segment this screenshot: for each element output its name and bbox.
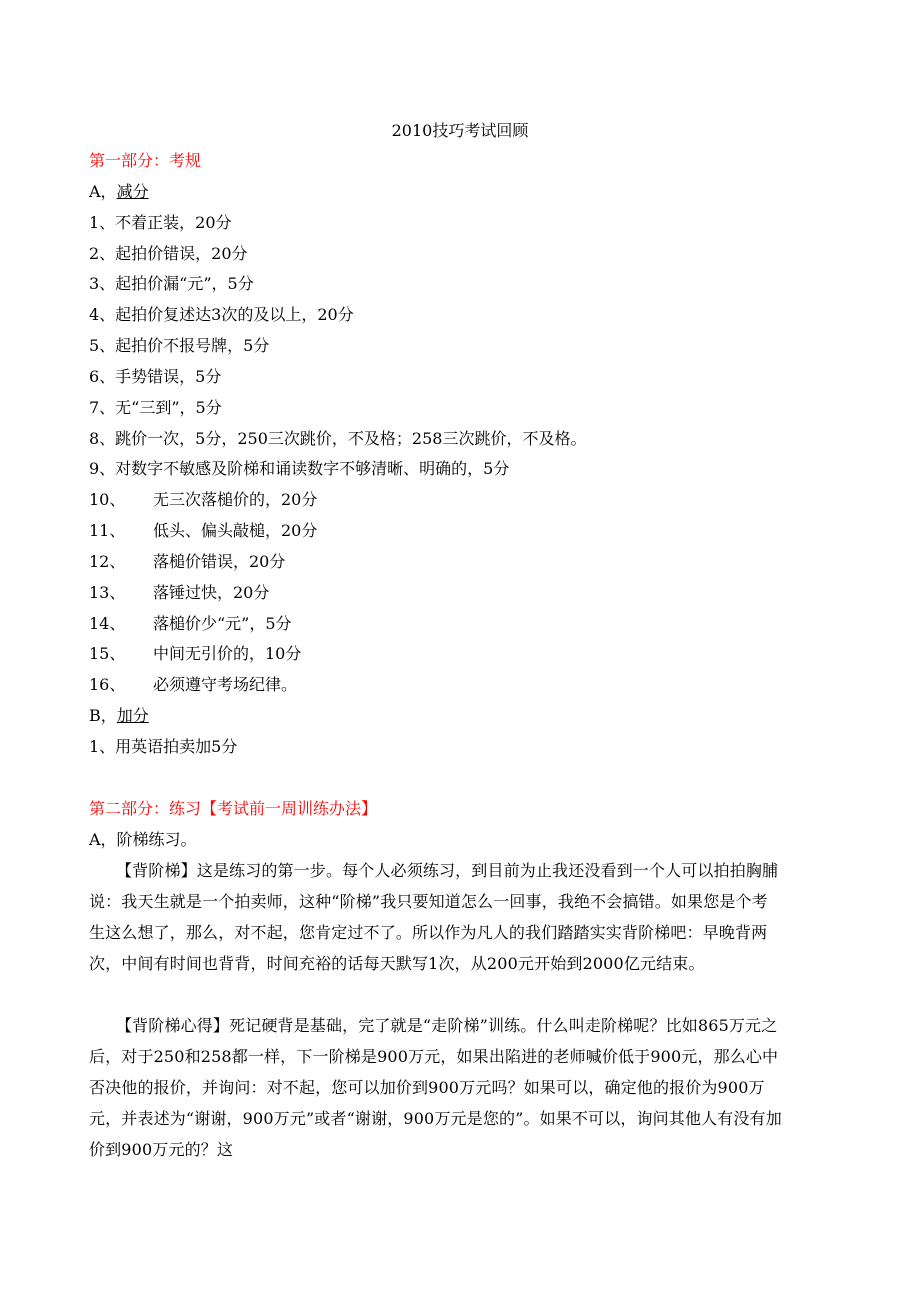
bonus-label: 加分 <box>116 706 149 725</box>
item-number: 14、 <box>89 614 126 633</box>
deduction-item <box>89 519 317 543</box>
item-number: 16、 <box>89 675 126 694</box>
deduction-item <box>89 642 301 666</box>
part1-heading: 第一部分：考规 <box>89 151 202 170</box>
item-text: 无三次落槌价的，20分 <box>153 490 318 509</box>
deduction-item: 1、不着正装，20分 <box>89 213 232 232</box>
deduction-item: 4、起拍价复述达3次的及以上，20分 <box>89 305 354 324</box>
section-b-prefix: B， <box>89 706 117 725</box>
deduction-item: 6、手势错误，5分 <box>89 367 222 386</box>
item-number: 11、 <box>89 521 126 540</box>
deduction-item <box>89 673 297 697</box>
item-text: 落锤过快，20分 <box>153 583 270 602</box>
item-number: 10、 <box>89 490 126 509</box>
deduction-item: 8、跳价一次，5分，250三次跳价，不及格；258三次跳价，不及格。 <box>89 429 587 448</box>
deduction-item: 7、无“三到”，5分 <box>89 398 222 417</box>
bonus-item: 1、用英语拍卖加5分 <box>89 737 238 756</box>
ladder-practice-heading: A，阶梯练习。 <box>89 830 197 849</box>
item-text: 落槌价错误，20分 <box>153 552 286 571</box>
item-number: 13、 <box>89 583 126 602</box>
paragraph-text: 【背阶梯】这是练习的第一步。每个人必须练习，到目前为止我还没看到一个人可以拍拍胸脯说：我天生就是一个拍卖师，这种“阶梯”我只要知道怎么一回事，我绝不会搞错。如果您是个考生这么想了，那么，对不起，您肯定过不了。所以作为凡人的我们踏踏实实背阶梯吧：早晚背两次，中间有时间也背背，时间充裕的话每天默写1次，从200元开始到2000亿元结束。 <box>89 861 779 973</box>
deduction-item: 5、起拍价不报号牌，5分 <box>89 336 270 355</box>
deduction-item <box>89 488 317 512</box>
bonus-section-heading <box>89 704 149 728</box>
item-text: 中间无引价的，10分 <box>153 644 302 663</box>
deduction-label: 减分 <box>116 182 149 201</box>
item-number: 12、 <box>89 552 126 571</box>
item-text: 落槌价少“元”，5分 <box>153 614 292 633</box>
deduction-item <box>89 612 292 636</box>
deduction-item: 2、起拍价错误，20分 <box>89 244 248 263</box>
document-title: 2010技巧考试回顾 <box>391 121 529 140</box>
paragraph-text: 【背阶梯心得】死记硬背是基础，完了就是“走阶梯”训练。什么叫走阶梯呢？比如865万元之后，对于250和258都一样，下一阶梯是900万元，如果出陷进的老师喊价低于900元，那么心中否决他的报价，并询问：对不起，您可以加价到900万元吗？如果可以，确定他的报价为900万元，并表述为“谢谢，900万元”或者“谢谢，900万元是您的”。如果不可以，询问其他人有没有加价到900万元的？这 <box>89 1016 782 1159</box>
paragraph-ladder-insights <box>89 1010 783 1165</box>
deduction-item: 3、起拍价漏“元”，5分 <box>89 274 254 293</box>
deduction-item <box>89 581 269 605</box>
item-text: 必须遵守考场纪律。 <box>153 675 298 694</box>
paragraph-ladder-memorize <box>89 855 783 979</box>
deduction-section-heading <box>89 180 149 204</box>
section-a-prefix: A， <box>89 182 117 201</box>
item-number: 15、 <box>89 644 126 663</box>
deduction-item: 9、对数字不敏感及阶梯和诵读数字不够清晰、明确的，5分 <box>89 459 510 478</box>
deduction-item <box>89 550 285 574</box>
part2-heading: 第二部分：练习【考试前一周训练办法】 <box>89 799 378 818</box>
item-text: 低头、偏头敲槌，20分 <box>153 521 318 540</box>
